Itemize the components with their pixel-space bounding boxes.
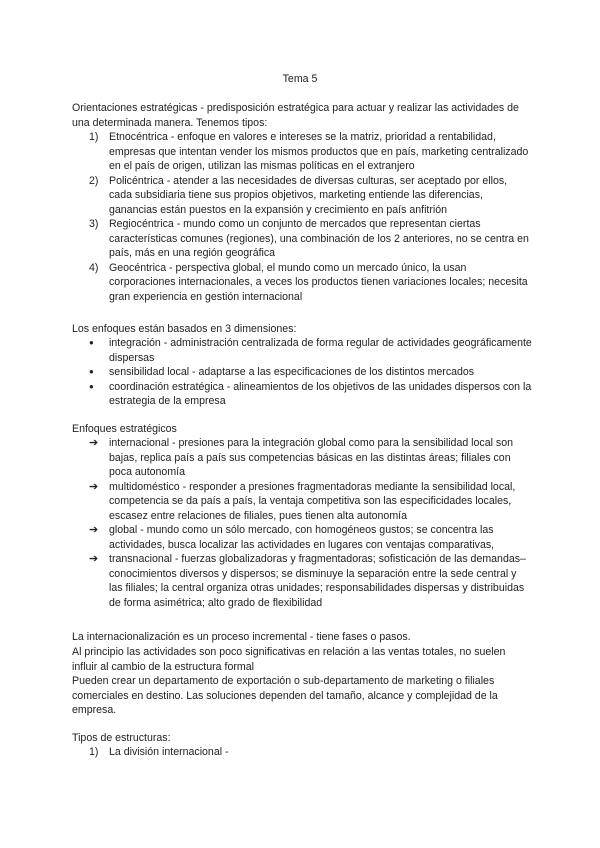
list-item [72,552,532,610]
list-marker: 1) [89,131,99,143]
list-item [72,745,532,760]
bullet-icon: ● [89,381,94,391]
list-item [72,217,532,261]
estructuras-list [72,745,532,760]
internacionalizacion-p3: Pueden crear un departamento de exportación o sub-departamento de marketing o filiales comerciales en destino. Las soluciones dependen del tamaño, alcance y complejidad de la empresa. [72,675,498,716]
list-item-text: Regiocéntrica - mundo como un conjunto de mercados que representan ciertas características comunes (regiones), una combinación de los 2 anteriores, no se centra en país, más en una región geográfica [109,218,529,259]
list-item-text: sensibilidad local - adaptarse a las especificaciones de los distintos mercados [109,366,475,378]
orientaciones-list [72,130,532,304]
list-item-text: Etnocéntrica - enfoque en valores e intereses se la matriz, prioridad a rentabilidad, empresas que intentan vender los mismos productos que en país, marketing centralizado en el país de origen, utilizan las mismas políticas en el extranjero [109,131,529,172]
list-item [72,261,532,305]
list-item-text: transnacional - fuerzas globalizadoras y fragmentadoras; sofisticación de las demandas– conocimientos diversos y dispersos; se disminuye la separación entre la sede central y las filiales; la central organiza otras unidades; responsabilidades dispersas y distribuidas de forma asimétrica; alto grado de flexibilidad [109,553,526,609]
list-item-text: internacional - presiones para la integración global como para la sensibilidad local son bajas, replica país a país sus competencias básicas en las distintas áreas; filiales con poca autonomía [109,437,513,478]
list-item [72,174,532,218]
internacionalizacion-p2: Al principio las actividades son poco significativas en relación a las ventas totales, no suelen influir al cambio de la estructura formal [72,646,506,673]
internacionalizacion-p1: La internacionalización es un proceso incremental - tiene fases o pasos. [72,631,411,643]
list-item-text: Policéntrica - atender a las necesidades de diversas culturas, ser aceptado por ellos, cada subsidiaria tiene sus propios objetivos, marketing entiende las diferencias, ganancias están puestos en la expansión y crecimiento en país anfitrión [109,174,508,216]
list-item [72,380,532,409]
list-item-text: multidoméstico - responder a presiones fragmentadoras mediante la sensibilidad local, competencia se da país a país, la ventaja competitiva son las especificidades locales, escasez entre relaciones de filiales, pues tienen alta autonomía [109,480,516,522]
arrow-right-icon: ➔ [89,524,99,536]
arrow-right-icon: ➔ [89,437,99,449]
bullet-icon: ● [89,367,94,376]
list-item-text: global - mundo como un sólo mercado, con homogéneos gustos; se concentra las actividades, busca localizar las actividades en lugares con ventajas comparativas, [109,524,495,551]
list-marker: 1) [89,746,99,758]
enfoques-intro: Enfoques estratégicos [72,423,177,435]
list-item-text: integración - administración centralizada de forma regular de actividades geográficamente dispersas [109,337,532,364]
orientaciones-intro: Orientaciones estratégicas - predisposición estratégica para actuar y realizar las actividades de una determinada manera. Tenemos tipos: [72,102,519,129]
list-marker: 4) [89,261,99,274]
dimensiones-list [72,336,532,409]
list-item [72,130,532,174]
list-item-text: Geocéntrica - perspectiva global, el mundo como un mercado único, la usan corporaciones internacionales, a veces los productos tienen variaciones locales; necesita gran experiencia en gestión internacional [109,261,528,303]
arrow-right-icon: ➔ [89,553,99,565]
document-title: Tema 5 [282,73,318,85]
list-item-text: coordinación estratégica - alineamientos de los objetivos de las unidades dispersos con la estrategia de la empresa [109,380,532,407]
list-item [72,336,532,365]
list-item [72,523,532,552]
dimensiones-intro: Los enfoques están basados en 3 dimensiones: [72,323,297,335]
list-marker: 2) [89,174,99,187]
list-item [72,365,532,380]
bullet-icon: ● [89,338,94,347]
list-item-text: La división internacional - [109,746,229,758]
estructuras-intro: Tipos de estructuras: [72,732,171,744]
list-item [72,480,532,524]
list-marker: 3) [89,218,99,230]
enfoques-list [72,436,532,610]
arrow-right-icon: ➔ [89,480,99,493]
list-item [72,436,532,480]
